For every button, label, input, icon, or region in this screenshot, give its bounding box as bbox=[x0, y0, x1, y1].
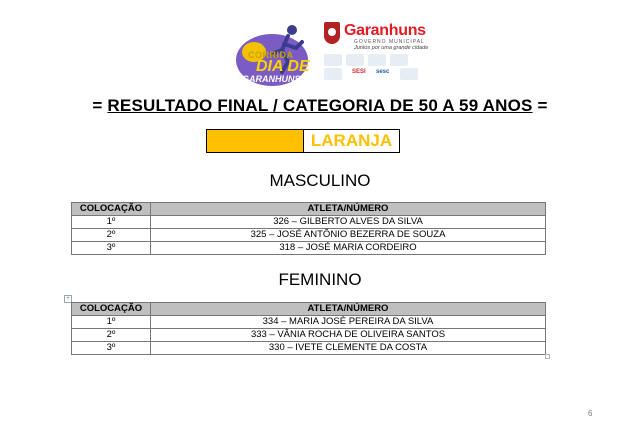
city-name: Garanhuns bbox=[344, 22, 426, 39]
table-row bbox=[72, 316, 546, 329]
table-resize-handle[interactable] bbox=[545, 354, 550, 359]
table-header-row bbox=[72, 303, 546, 316]
sponsor-logos bbox=[324, 54, 442, 82]
race-logo-text-2: DIA DE bbox=[256, 58, 310, 75]
sponsor-logo-2 bbox=[346, 54, 364, 66]
sponsor-logo-6 bbox=[400, 68, 418, 80]
placement-cell: 2º bbox=[72, 329, 151, 342]
city-gov-text: GOVERNO MUNICIPAL bbox=[354, 39, 425, 45]
header-colocacao: COLOCAÇÃO bbox=[72, 203, 151, 216]
table-row bbox=[72, 342, 546, 355]
title-text: RESULTADO FINAL / CATEGORIA DE 50 A 59 ANOS bbox=[107, 96, 533, 115]
category-color-box bbox=[206, 129, 400, 153]
table-header-row bbox=[72, 203, 546, 216]
section-title-feminino: FEMININO bbox=[278, 270, 362, 289]
race-logo-text-1: CORRIDA bbox=[248, 50, 294, 60]
table-row bbox=[72, 229, 546, 242]
sponsor-logo-5 bbox=[324, 68, 342, 80]
header-logos bbox=[232, 18, 442, 90]
athlete-cell: 330 – IVETE CLEMENTE DA COSTA bbox=[151, 342, 546, 355]
page-title bbox=[0, 96, 640, 116]
placement-cell: 1º bbox=[72, 216, 151, 229]
placement-cell: 2º bbox=[72, 229, 151, 242]
header-atleta: ATLETA/NÚMERO bbox=[151, 203, 546, 216]
placement-cell: 3º bbox=[72, 342, 151, 355]
header-atleta: ATLETA/NÚMERO bbox=[151, 303, 546, 316]
sponsor-logo-4 bbox=[390, 54, 408, 66]
city-crest-icon bbox=[324, 22, 340, 44]
sesi-logo: SESI bbox=[352, 69, 366, 75]
table-row bbox=[72, 242, 546, 255]
sponsor-logo-1 bbox=[324, 54, 342, 66]
page-number: 6 bbox=[588, 409, 593, 418]
title-prefix: = bbox=[92, 96, 108, 115]
race-logo-text-3: GARANHUNS bbox=[242, 74, 301, 84]
table-row bbox=[72, 329, 546, 342]
sesc-logo: sesc bbox=[376, 69, 390, 75]
placement-cell: 3º bbox=[72, 242, 151, 255]
table-row bbox=[72, 216, 546, 229]
header-colocacao: COLOCAÇÃO bbox=[72, 303, 151, 316]
race-logo bbox=[232, 22, 318, 88]
title-suffix: = bbox=[532, 96, 548, 115]
results-table-masculino bbox=[71, 202, 546, 255]
athlete-cell: 326 – GILBERTO ALVES DA SILVA bbox=[151, 216, 546, 229]
category-color-swatch bbox=[207, 130, 304, 152]
city-logo bbox=[324, 22, 442, 86]
athlete-cell: 318 – JOSÉ MARIA CORDEIRO bbox=[151, 242, 546, 255]
sponsor-logo-3 bbox=[368, 54, 386, 66]
athlete-cell: 334 – MARIA JOSÉ PEREIRA DA SILVA bbox=[151, 316, 546, 329]
section-title-masculino: MASCULINO bbox=[269, 171, 371, 190]
placement-cell: 1º bbox=[72, 316, 151, 329]
category-color-label: LARANJA bbox=[310, 131, 393, 150]
city-slogan: Juntos por uma grande cidade bbox=[354, 45, 429, 51]
results-table-feminino bbox=[71, 302, 546, 355]
athlete-cell: 325 – JOSÉ ANTÔNIO BEZERRA DE SOUZA bbox=[151, 229, 546, 242]
athlete-cell: 333 – VÂNIA ROCHA DE OLIVEIRA SANTOS bbox=[151, 329, 546, 342]
table-move-handle-icon[interactable]: + bbox=[64, 295, 72, 303]
